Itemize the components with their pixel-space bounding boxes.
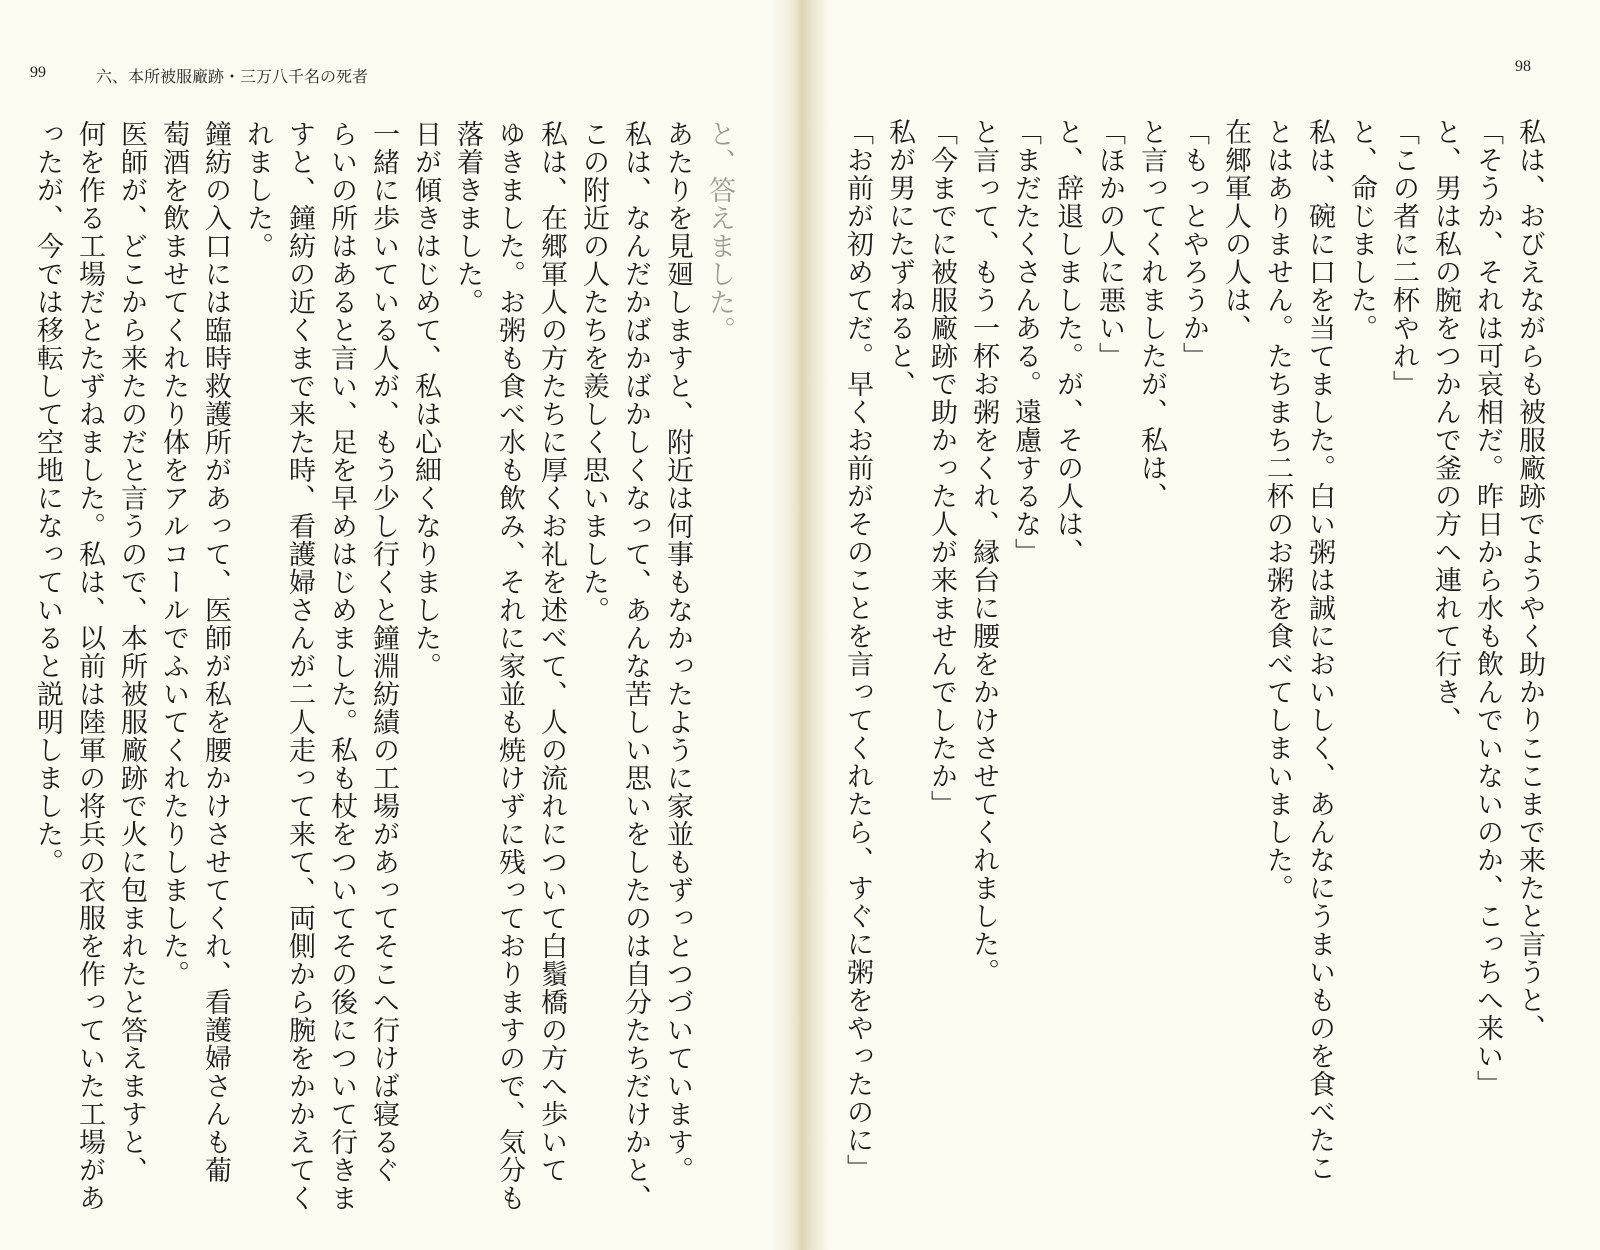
text-line: 「まだたくさんある。遠慮するな」 [1010,118,1041,566]
text-line: ゆきました。お粥も食べ水も飲み、それに家並も焼けずに残っておりますので、気分も [494,120,525,1212]
left-page-body [32,120,740,1230]
text-line: ったが、今では移転して空地になっていると説明しました。 [32,120,63,876]
text-line: 私は、在郷軍人の方たちに厚くお礼を述べて、人の流れについて白鬚橋の方へ歩いて [536,120,567,1184]
text-line: 落着きました。 [452,120,483,316]
text-line: 萄酒を飲ませてくれたり体をアルコールでふいてくれたりしました。 [158,120,189,988]
text-line: 「ほかの人に悪い」 [1094,118,1125,370]
text-line: 鐘紡の入口には臨時救護所があって、医師が私を腰かけさせてくれ、看護婦さんも葡 [200,120,231,1184]
left-page [0,0,780,1250]
text-line: 「お前が初めてだ。早くお前がそのことを言ってくれたら、すぐに粥をやったのに」 [842,118,873,1182]
text-line: 日が傾きはじめて、私は心細くなりました。 [410,120,441,680]
running-head: 六、本所被服廠跡・三万八千名の死者 [96,69,369,86]
text-line: と言って、もう一杯お粥をくれ、縁台に腰をかけさせてくれました。 [968,118,999,986]
page-number-left: 99 [30,64,46,81]
text-line: 私は、碗に口を当てました。白い粥は誠においしく、あんなにうまいものを食べたこ [1304,118,1335,1182]
text-line: 「もっとやろうか」 [1178,118,1209,370]
text-line: と、男は私の腕をつかんで釜の方へ連れて行き、 [1430,118,1461,734]
text-line: とはありません。たちまち二杯のお粥を食べてしまいました。 [1262,118,1293,902]
text-line: あたりを見廻しますと、附近は何事もなかったように家並もずっとつづいています。 [662,120,693,1184]
text-line: 私が男にたずねると、 [884,118,915,398]
right-page-body [840,118,1550,1228]
right-page [820,0,1600,1250]
text-line: 在郷軍人の人は、 [1220,118,1251,342]
text-line: れました。 [242,120,273,260]
text-line: らいの所はあると言い、足を早めはじめました。私も杖をついてその後について行きま [326,120,357,1212]
text-line: 私は、おびえながらも被服廠跡でようやく助かりここまで来たと言うと、 [1514,118,1545,1042]
text-line: すと、鐘紡の近くまで来た時、看護婦さんが二人走って来て、両側から腕をかかえてく [284,120,315,1212]
text-line: この附近の人たちを羨しく思いました。 [578,120,609,624]
text-line: と言ってくれましたが、私は、 [1136,118,1167,510]
text-line: と、命じました。 [1346,118,1377,342]
text-line: 私は、なんだかばかばかしくなって、あんな苦しい思いをしたのは自分たちだけかと、 [620,120,651,1212]
text-line: 何を作る工場だとたずねました。私は、以前は陸軍の将兵の衣服を作っていた工場があ [74,120,105,1212]
text-line: 「今までに被服廠跡で助かった人が来ませんでしたか」 [926,118,957,818]
page-number-right: 98 [1515,58,1531,75]
text-line: 一緒に歩いている人が、もう少し行くと鐘淵紡績の工場があってそこへ行けば寝るぐ [368,120,399,1184]
text-line: と、辞退しました。が、その人は、 [1052,118,1083,566]
text-line: と、答えました。 [704,120,735,344]
text-line: 「そうか、それは可哀相だ。昨日から水も飲んでいないのか、こっちへ来い」 [1472,118,1503,1098]
text-line: 医師が、どこから来たのだと言うので、本所被服廠跡で火に包まれたと答えますと、 [116,120,147,1184]
text-line: 「この者に二杯やれ」 [1388,118,1419,398]
